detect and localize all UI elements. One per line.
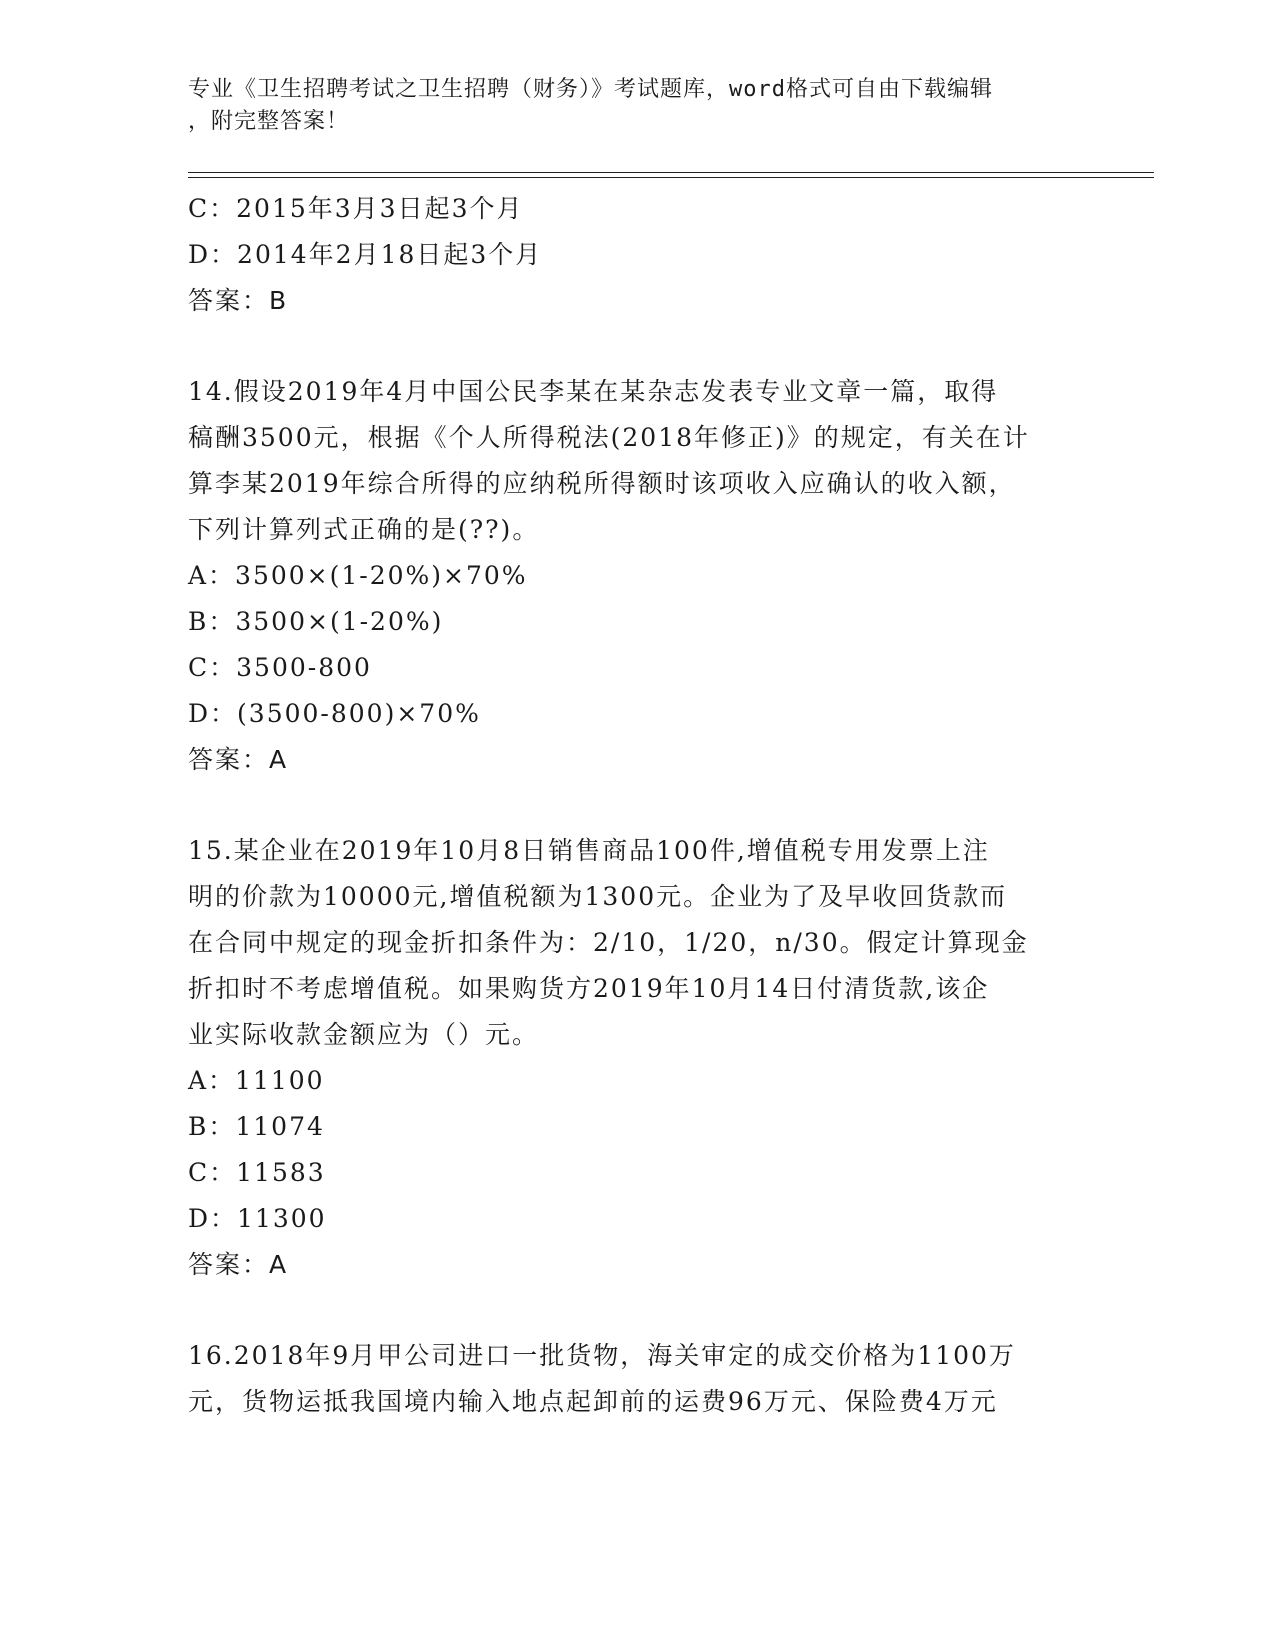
question-text-line: 折扣时不考虑增值税。如果购货方2019年10月14日付清货款,该企: [188, 974, 990, 1003]
question-text-line: 明的价款为10000元,增值税额为1300元。企业为了及早收回货款而: [188, 882, 1008, 911]
option-a: A：3500×(1-20%)×70%: [188, 561, 528, 590]
header-line-1: 专业《卫生招聘考试之卫生招聘（财务）》考试题库，word格式可自由下载编辑: [188, 77, 993, 102]
option-a: A：11100: [188, 1066, 325, 1095]
question-text-line: 业实际收款金额应为（）元。: [188, 1020, 540, 1049]
question-text-line: 算李某2019年综合所得的应纳税所得额时该项收入应确认的收入额，: [188, 469, 1016, 498]
question-16: [188, 1333, 1088, 1425]
question-15: [188, 828, 1088, 1288]
header-line-2: ，附完整答案！: [188, 109, 350, 134]
header-rule-top: [188, 172, 1154, 173]
document-header: [188, 74, 1068, 138]
question-text-line: 元，货物运抵我国境内输入地点起卸前的运费96万元、保险费4万元: [188, 1387, 998, 1416]
option-d: D：(3500-800)×70%: [188, 699, 481, 728]
option-c: C：2015年3月3日起3个月: [188, 194, 524, 223]
option-c: C：3500-800: [188, 653, 372, 682]
document-body: [188, 186, 1088, 1425]
question-14: [188, 369, 1088, 783]
option-b: B：3500×(1-20%): [188, 607, 444, 636]
answer-line: 答案：A: [188, 745, 289, 774]
option-c: C：11583: [188, 1158, 326, 1187]
question-text-line: 15.某企业在2019年10月8日销售商品100件,增值税专用发票上注: [188, 836, 990, 865]
question-text-line: 下列计算列式正确的是(??)。: [188, 515, 540, 544]
answer-line: 答案：A: [188, 1250, 289, 1279]
question-text-line: 在合同中规定的现金折扣条件为：2/10，1/20，n/30。假定计算现金: [188, 928, 1029, 957]
question-text-line: 14.假设2019年4月中国公民李某在某杂志发表专业文章一篇，取得: [188, 377, 999, 406]
header-rule-bottom: [188, 177, 1154, 178]
question-text-line: 16.2018年9月甲公司进口一批货物，海关审定的成交价格为1100万: [188, 1341, 1016, 1370]
option-d: D：11300: [188, 1204, 327, 1233]
option-d: D：2014年2月18日起3个月: [188, 240, 543, 269]
question-13-tail: [188, 186, 1088, 324]
question-text-line: 稿酬3500元，根据《个人所得税法(2018年修正)》的规定，有关在计: [188, 423, 1030, 452]
answer-line: 答案：B: [188, 286, 289, 315]
option-b: B：11074: [188, 1112, 325, 1141]
